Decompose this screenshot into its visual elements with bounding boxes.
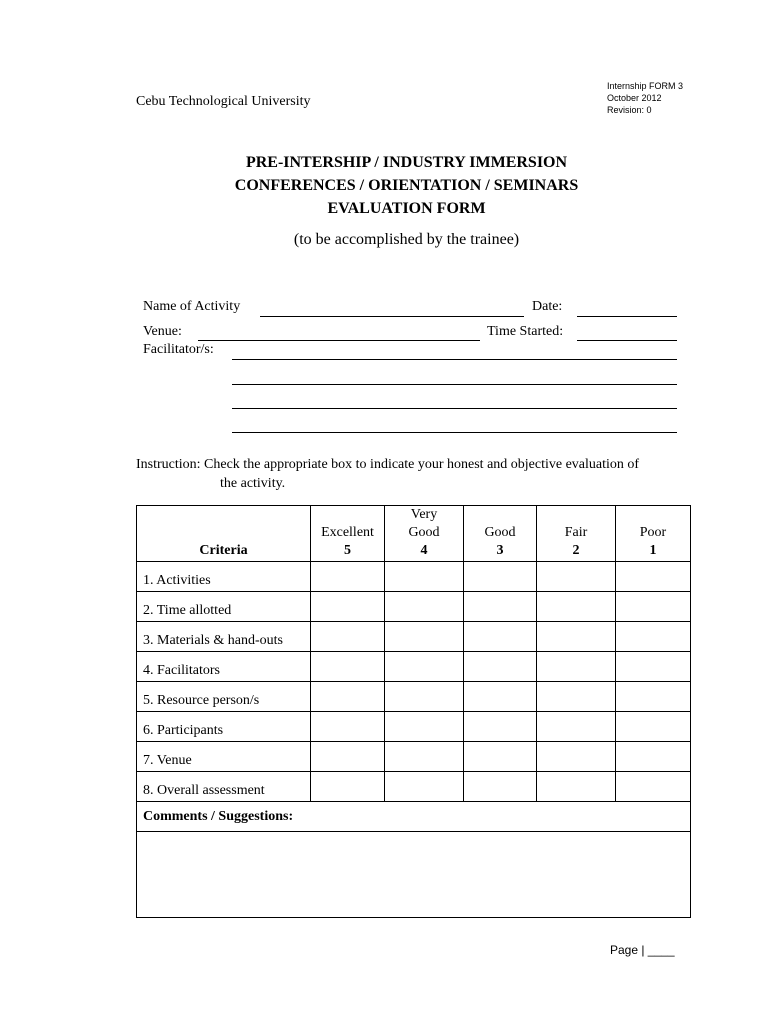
- rating-label: Poor: [639, 525, 667, 540]
- rating-checkbox[interactable]: [616, 742, 691, 772]
- form-title-line-1: PRE-INTERSHIP / INDUSTRY IMMERSION: [245, 154, 568, 171]
- rating-checkbox[interactable]: [311, 772, 385, 802]
- rating-checkbox[interactable]: [385, 772, 464, 802]
- criteria-row: [137, 712, 691, 742]
- rating-checkbox[interactable]: [385, 622, 464, 652]
- form-subtitle: (to be accomplished by the trainee): [293, 231, 520, 248]
- rating-header: [385, 506, 464, 562]
- form-revision: Revision: 0: [607, 105, 652, 115]
- rating-label: Very: [410, 507, 438, 522]
- facilitator-field-2[interactable]: [232, 384, 677, 385]
- rating-checkbox[interactable]: [311, 562, 385, 592]
- rating-checkbox[interactable]: [385, 652, 464, 682]
- criteria-row: [137, 592, 691, 622]
- venue-label: Venue:: [143, 324, 182, 339]
- activity-field[interactable]: [260, 316, 524, 317]
- rating-checkbox[interactable]: [537, 682, 616, 712]
- criteria-row: [137, 622, 691, 652]
- rating-checkbox[interactable]: [385, 562, 464, 592]
- rating-number: 2: [572, 543, 580, 558]
- rating-checkbox[interactable]: [464, 712, 537, 742]
- criteria-row: [137, 772, 691, 802]
- rating-checkbox[interactable]: [464, 742, 537, 772]
- venue-field[interactable]: [198, 340, 480, 341]
- facilitator-field-1[interactable]: [232, 359, 677, 360]
- rating-checkbox[interactable]: [311, 592, 385, 622]
- rating-checkbox[interactable]: [311, 712, 385, 742]
- rating-number: 1: [649, 543, 657, 558]
- criteria-label: 1. Activities: [137, 562, 311, 592]
- form-meta: [607, 80, 683, 116]
- rating-checkbox[interactable]: [616, 652, 691, 682]
- facilitator-field-4[interactable]: [232, 432, 677, 433]
- activity-label: Name of Activity: [143, 299, 241, 314]
- rating-header: [537, 506, 616, 562]
- form-number: Internship FORM 3: [607, 81, 684, 91]
- rating-checkbox[interactable]: [385, 742, 464, 772]
- rating-checkbox[interactable]: [464, 622, 537, 652]
- university-name: Cebu Technological University: [136, 94, 311, 109]
- rating-checkbox[interactable]: [385, 712, 464, 742]
- facilitator-field-3[interactable]: [232, 408, 677, 409]
- rating-checkbox[interactable]: [537, 772, 616, 802]
- rating-checkbox[interactable]: [385, 592, 464, 622]
- form-date: October 2012: [607, 93, 662, 103]
- date-label: Date:: [532, 299, 563, 314]
- rating-checkbox[interactable]: [464, 592, 537, 622]
- criteria-row: [137, 652, 691, 682]
- page-number: Page | ____: [610, 943, 675, 957]
- rating-checkbox[interactable]: [464, 562, 537, 592]
- table-header-row: [137, 506, 691, 562]
- comments-label: Comments / Suggestions:: [137, 802, 691, 832]
- rating-checkbox[interactable]: [537, 652, 616, 682]
- rating-checkbox[interactable]: [616, 772, 691, 802]
- form-title-line-3: EVALUATION FORM: [327, 200, 486, 217]
- rating-number: 4: [420, 543, 428, 558]
- instruction-text: Instruction: Check the appropriate box to indicate your honest and objective evaluation of: [136, 457, 640, 472]
- rating-header: [311, 506, 385, 562]
- criteria-label: 5. Resource person/s: [137, 682, 311, 712]
- comments-area[interactable]: [137, 832, 691, 918]
- comments-area-row: [137, 832, 691, 918]
- rating-checkbox[interactable]: [537, 712, 616, 742]
- rating-checkbox[interactable]: [464, 652, 537, 682]
- rating-checkbox[interactable]: [616, 622, 691, 652]
- rating-header: [464, 506, 537, 562]
- evaluation-table: [136, 505, 691, 918]
- rating-checkbox[interactable]: [537, 742, 616, 772]
- rating-checkbox[interactable]: [385, 682, 464, 712]
- rating-checkbox[interactable]: [616, 592, 691, 622]
- rating-number: 5: [344, 543, 351, 558]
- criteria-label: 4. Facilitators: [137, 652, 311, 682]
- criteria-row: [137, 682, 691, 712]
- criteria-label: 3. Materials & hand-outs: [137, 622, 311, 652]
- rating-checkbox[interactable]: [616, 562, 691, 592]
- criteria-label: 8. Overall assessment: [137, 772, 311, 802]
- rating-checkbox[interactable]: [311, 742, 385, 772]
- rating-checkbox[interactable]: [311, 652, 385, 682]
- rating-label: Good: [408, 525, 440, 540]
- rating-label: Excellent: [321, 525, 374, 540]
- date-field[interactable]: [577, 316, 677, 317]
- criteria-label: 6. Participants: [137, 712, 311, 742]
- form-title-line-2: CONFERENCES / ORIENTATION / SEMINARS: [234, 177, 579, 194]
- rating-checkbox[interactable]: [616, 682, 691, 712]
- rating-checkbox[interactable]: [464, 682, 537, 712]
- rating-checkbox[interactable]: [311, 622, 385, 652]
- rating-number: 3: [496, 543, 504, 558]
- criteria-label: 7. Venue: [137, 742, 311, 772]
- criteria-header: Criteria: [137, 506, 311, 562]
- rating-label: Good: [484, 525, 516, 540]
- facilitator-label: Facilitator/s:: [143, 342, 214, 357]
- time-started-label: Time Started:: [487, 324, 564, 339]
- criteria-row: [137, 562, 691, 592]
- instruction-text-continued: the activity.: [220, 476, 286, 491]
- rating-checkbox[interactable]: [311, 682, 385, 712]
- rating-checkbox[interactable]: [464, 772, 537, 802]
- criteria-row: [137, 742, 691, 772]
- rating-header: [616, 506, 691, 562]
- rating-checkbox[interactable]: [537, 562, 616, 592]
- rating-checkbox[interactable]: [616, 712, 691, 742]
- comments-row: [137, 802, 691, 832]
- rating-label: Fair: [564, 525, 588, 540]
- criteria-label: 2. Time allotted: [137, 592, 311, 622]
- time-started-field[interactable]: [577, 340, 677, 341]
- rating-checkbox[interactable]: [537, 592, 616, 622]
- rating-checkbox[interactable]: [537, 622, 616, 652]
